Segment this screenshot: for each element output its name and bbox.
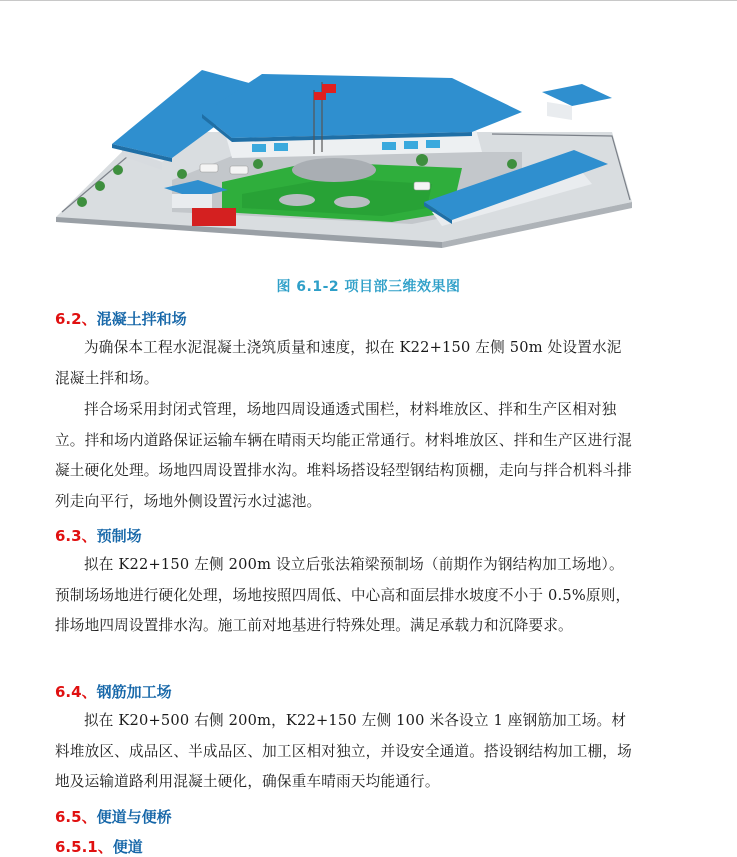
paragraph: 拟在 K20+500 右侧 200m，K22+150 左侧 100 米各设立 1 座钢筋加工场。材料堆放区、成品区、半成品区、加工区相对独立，并设安全通道。搭设钢结构加工棚，场地及运输道路利用混凝土硬化，确保重车晴雨天均能通行。: [55, 712, 632, 790]
section-heading-6-2: [55, 308, 187, 329]
section-number: 6.4、: [55, 683, 97, 701]
main-building-roof: [202, 74, 522, 138]
section-title: 钢筋加工场: [96, 683, 172, 701]
section-number: 6.2、: [55, 310, 97, 328]
plaza: [292, 158, 376, 182]
section-heading-6-4: [55, 681, 172, 702]
section-number: 6.3、: [55, 527, 97, 545]
section-title: 混凝土拌和场: [96, 310, 187, 328]
flag: [322, 84, 336, 93]
section-heading-6-3: [55, 525, 142, 546]
project-3d-rendering: [52, 52, 644, 250]
section-title: 预制场: [96, 527, 142, 545]
top-border: [0, 0, 737, 1]
section-heading-6-5-1: [55, 836, 143, 857]
paragraph: 拟在 K22+150 左侧 200m 设立后张法箱梁预制场（前期作为钢结构加工场地）。预制场场地进行硬化处理，场地按照四周低、中心高和面层排水坡度不小于 0.5%原则，排场地四周设置排水沟。施工前对地基进行特殊处理。满足承载力和沉降要求。: [55, 556, 631, 634]
section-heading-6-5: [55, 806, 172, 827]
right-small-roof: [542, 84, 612, 106]
section-number: 6.5.1、: [55, 838, 113, 856]
section-title: 便道与便桥: [96, 808, 172, 826]
paragraph: 拌合场采用封闭式管理，场地四周设通透式围栏，材料堆放区、拌和生产区相对独立。拌和场内道路保证运输车辆在晴雨天均能正常通行。材料堆放区、拌和生产区进行混凝土硬化处理。场地四周设置排水沟。堆料场搭设轻型钢结构顶棚，走向与拌合机料斗排列走向平行，场地外侧设置污水过滤池。: [55, 401, 632, 510]
section-number: 6.5、: [55, 808, 97, 826]
section-title: 便道: [112, 838, 143, 856]
figure-caption: 图 6.1-2 项目部三维效果图: [276, 279, 461, 295]
red-gate: [192, 208, 236, 226]
paragraph: 为确保本工程水泥混凝土浇筑质量和速度，拟在 K22+150 左侧 50m 处设置水泥混凝土拌和场。: [55, 339, 622, 387]
